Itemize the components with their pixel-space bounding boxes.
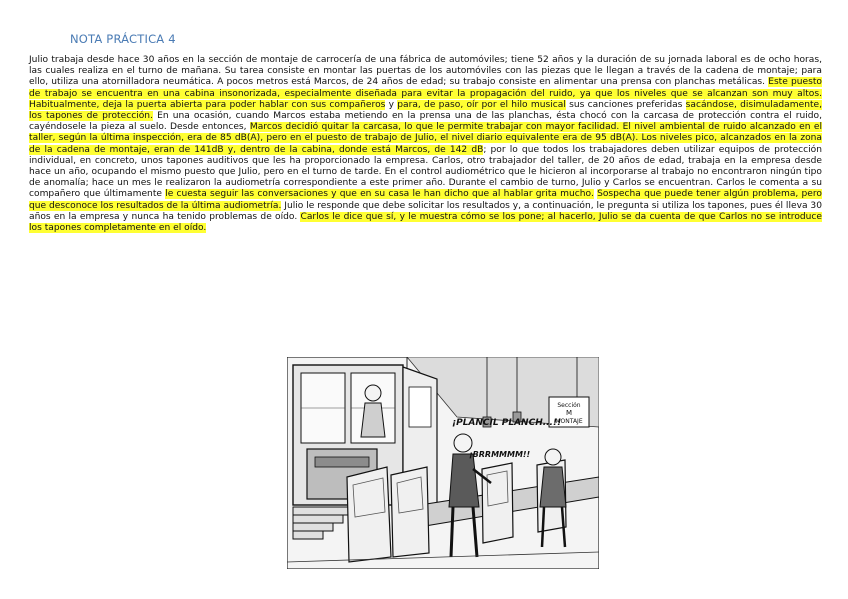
highlighted-text: Marcos decidió quitar la carcasa, lo que le permite trabajar con mayor facilidad. El nivel ambiental de ruido alcanzado en el taller, según la última inspección, era de 85 dB(A), pero en el puesto de trabajo de Julio, el nivel diario equivalente era de 95 dB(A). Los niveles pico, alcanzados en la zona de la cadena de montaje, eran de 141dB y, dentro de la cabina, donde está Marcos, de 142 dB	[29, 122, 822, 155]
caption-brrmm: ¡BRRMMMM!!	[469, 450, 531, 459]
highlighted-text: sacándose, disimuladamente, los tapones de protección.	[29, 99, 823, 122]
sign-line-1: Sección	[557, 402, 581, 409]
text-run: En una ocasión, cuando Marcos estaba metiendo en la prensa una de las planchas, ésta chocó con la carcasa de protección contra el ruido, cayéndosele la pieza al suelo. Desde entonces,	[29, 111, 822, 133]
highlighted-text: para, de paso, oír por el hilo musical	[397, 99, 566, 110]
text-run: sus canciones preferidas	[565, 99, 686, 110]
highlighted-text: le cuesta seguir las conversaciones y que en su casa le han dicho que al hablar grita mucho.	[165, 189, 594, 200]
caption-plancha: ¡PLANCIL PLANCH...!!	[452, 418, 562, 428]
text-run: y	[385, 99, 398, 110]
factory-illustration	[287, 357, 599, 569]
text-run: Julio trabaja desde hace 30 años en la sección de montaje de carrocería de una fábrica de automóviles; tiene 52 años y la duración de su jornada laboral es de ocho horas, las cuales realiza en el turno de mañana. Su tarea consiste en montar las puertas de los automóviles con las piezas que le llegan a través de la cadena de montaje; para ello, utiliza una atornilladora neumática. A pocos metros está Marcos, de 24 años de edad; su trabajo consiste en alimentar una prensa con planchas metálicas.	[29, 55, 822, 88]
sign-line-2: M	[565, 409, 573, 417]
case-paragraph	[29, 55, 822, 234]
text-run: Julio le responde que debe solicitar los resultados y, a continuación, le pregunta si utiliza los tapones, pues él lleva 30 años en la empresa y nunca ha tenido problemas de oído.	[29, 200, 822, 222]
highlighted-text: Carlos le dice que sí, y le muestra cómo se los pone; al hacerlo, Julio se da cuenta de que Carlos no se introduce los tapones completamente en el oído.	[29, 211, 823, 234]
highlighted-text: Este puesto de trabajo se encuentra en una cabina insonorizada, especialmente diseñada para evitar la propagación del ruido, ya que los niveles que se alcanzan son muy altos. Habitualmente, deja la puerta abierta para poder hablar con sus compañeros	[29, 77, 822, 110]
text-run: ; por lo que todos los trabajadores deben utilizar equipos de protección individual, en concreto, unos tapones auditivos que les ha proporcionado la empresa. Carlos, otro trabajador del taller, de 20 años de edad, trabaja en la empresa desde hace un año, ocupando el mismo puesto que Julio, pero en el turno de tarde. En el control audiométrico que le hicieron al incorporarse al trabajo no encontraron ningún tipo de anomalía; hace un mes le realizaron la audiometría correspondiente a este primer año. Durante el cambio de turno, Julio y Carlos se encuentran. Carlos le comenta a su compañero que últimamente	[29, 144, 823, 200]
highlighted-text: Sospecha que puede tener algún problema, pero que desconoce los resultados de la última audiometría.	[29, 189, 822, 211]
sign-line-3: MONTAJE	[555, 418, 583, 425]
page-title: NOTA PRÁCTICA 4	[70, 32, 176, 46]
